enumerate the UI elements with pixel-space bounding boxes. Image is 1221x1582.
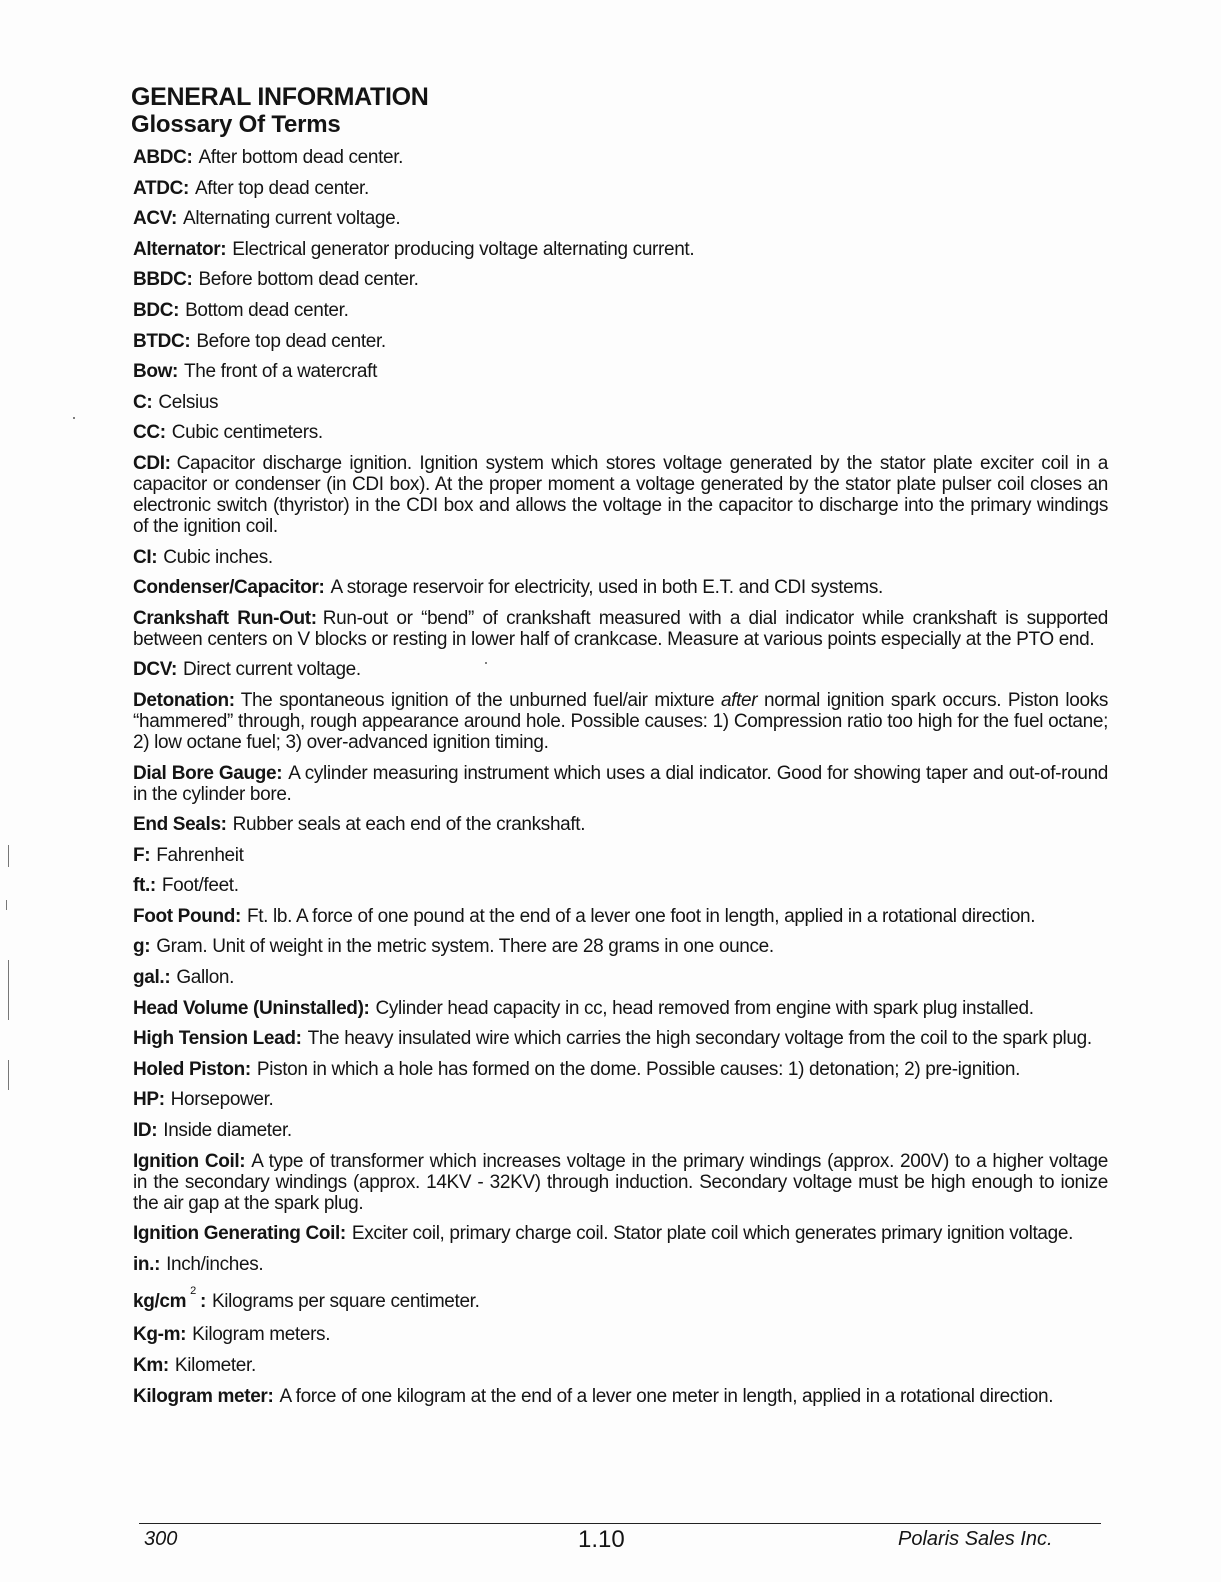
glossary-entry (133, 1059, 1108, 1080)
glossary-term: ft.: (133, 875, 156, 897)
glossary-entry (133, 936, 1108, 957)
glossary-entry (133, 608, 1108, 650)
glossary-definition: Ft. lb. A force of one pound at the end of a lever one foot in length, applied in a rotational direction. (247, 905, 1036, 927)
glossary-term: Detonation: (133, 689, 235, 711)
glossary-entry (133, 998, 1108, 1019)
glossary-term: BTDC: (133, 330, 191, 352)
glossary-definition: Rubber seals at each end of the crankshaft. (232, 814, 586, 836)
glossary-definition: Direct current voltage. (183, 659, 361, 681)
glossary-definition-end: normal ignition spark occurs. Piston looks “hammered” through, rough appearance around hole. Possible causes: 1) Compression ratio too high for the fuel octane; 2) low octane fuel; 3) over-advanced ignition timing. (133, 689, 1108, 753)
glossary-term: Km: (133, 1355, 169, 1376)
glossary-definition: Horsepower. (170, 1089, 274, 1111)
glossary-entry (133, 178, 1108, 199)
scan-margin-mark (8, 845, 9, 867)
glossary-term: End Seals: (133, 814, 227, 836)
glossary-term: High Tension Lead: (133, 1028, 302, 1050)
glossary-term: ATDC: (133, 177, 189, 199)
glossary-term: Crankshaft Run-Out: (133, 607, 317, 629)
glossary-term: Ignition Coil: (133, 1150, 246, 1172)
glossary-entry (133, 1324, 1108, 1345)
glossary-entry (133, 1120, 1108, 1141)
glossary-entry (133, 845, 1108, 866)
glossary-entry (133, 1151, 1108, 1214)
glossary-entry (133, 392, 1108, 413)
glossary-term: gal.: (133, 967, 171, 989)
glossary-term: BBDC: (133, 269, 193, 291)
glossary-term: CI: (133, 546, 158, 568)
glossary-definition: Kilograms per square centimeter. (211, 1290, 480, 1312)
glossary-entry (133, 967, 1108, 988)
glossary-entry (133, 453, 1108, 537)
glossary-term: F: (133, 844, 151, 866)
glossary-term: in.: (133, 1253, 161, 1275)
glossary-entry (133, 422, 1108, 443)
glossary-definition: Electrical generator producing voltage alternating current. (232, 238, 695, 260)
glossary-entry (133, 239, 1108, 260)
footer-publisher: Polaris Sales Inc. (898, 1528, 1053, 1550)
glossary-definition: The heavy insulated wire which carries the high secondary voltage from the coil to the spark plug. (307, 1028, 1092, 1050)
glossary-definition: Capacitor discharge ignition. Ignition system which stores voltage generated by the stator plate exciter coil in a capacitor or condenser (in CDI box). At the proper moment a voltage generated by the stator plate pulser coil closes an electronic switch (thyristor) in the CDI box and allows the voltage in the capacitor to discharge into the primary windings of the ignition coil. (133, 452, 1108, 537)
glossary-entry (133, 1028, 1108, 1049)
glossary-definition: Inch/inches. (166, 1253, 264, 1275)
scan-margin-mark (8, 960, 9, 1020)
glossary-entry (133, 300, 1108, 321)
glossary-term: C: (133, 391, 153, 413)
glossary-term: Foot Pound: (133, 905, 241, 927)
glossary-definition: A cylinder measuring instrument which uses a dial indicator. Good for showing taper and out-of-round in the cylinder bore. (133, 762, 1108, 805)
glossary-term: Ignition Generating Coil: (133, 1223, 346, 1245)
glossary-definition: Bottom dead center. (185, 299, 349, 321)
glossary-definition: A force of one kilogram at the end of a lever one meter in length, applied in a rotational direction. (279, 1385, 1054, 1407)
footer-rule (139, 1523, 1101, 1524)
glossary-definition: Alternating current voltage. (183, 208, 401, 230)
glossary-definition: A storage reservoir for electricity, used in both E.T. and CDI systems. (330, 577, 883, 599)
glossary-term: g: (133, 936, 151, 958)
glossary-entry (133, 1223, 1108, 1244)
glossary-definition: Before top dead center. (196, 330, 386, 352)
glossary-definition: After top dead center. (194, 177, 369, 199)
glossary-definition: Foot/feet. (161, 875, 239, 897)
section-title: GENERAL INFORMATION (131, 83, 429, 111)
scan-speck (73, 417, 75, 419)
glossary-entry (133, 906, 1108, 927)
glossary-definition: Celsius (158, 391, 219, 413)
glossary-definition: After bottom dead center. (198, 147, 404, 168)
glossary-entry (133, 269, 1108, 290)
scan-margin-mark (6, 900, 7, 910)
glossary-term: Condenser/Capacitor: (133, 577, 325, 599)
page-number: 1.10 (578, 1526, 625, 1553)
glossary-term: Kilogram meter: (133, 1385, 274, 1407)
glossary-entry (133, 331, 1108, 352)
superscript: 2 (190, 1284, 196, 1297)
glossary-entry (133, 875, 1108, 896)
glossary-term: DCV: (133, 659, 177, 681)
glossary-definition: Inside diameter. (163, 1120, 292, 1142)
glossary-entry (133, 814, 1108, 835)
glossary-entry (133, 1386, 1108, 1407)
footer-model: 300 (144, 1528, 178, 1550)
glossary-definition: Kilogram meters. (192, 1324, 331, 1346)
scan-speck (485, 662, 487, 664)
glossary-definition: Gram. Unit of weight in the metric system. There are 28 grams in one ounce. (156, 936, 774, 958)
glossary-term: Head Volume (Uninstalled): (133, 997, 370, 1019)
glossary-term: Dial Bore Gauge: (133, 762, 283, 784)
scan-margin-mark (8, 1060, 9, 1090)
glossary-term: ABDC: (133, 147, 193, 168)
glossary-entry (133, 547, 1108, 568)
glossary-term: ACV: (133, 208, 177, 230)
glossary-term: Holed Piston: (133, 1058, 251, 1080)
glossary-definition: Cubic centimeters. (171, 422, 323, 444)
glossary-entry (133, 1355, 1108, 1376)
glossary-entry (133, 1284, 1108, 1315)
glossary-definition: Fahrenheit (156, 844, 244, 866)
glossary-definition: Gallon. (176, 967, 235, 989)
glossary-term: kg/cm (133, 1290, 187, 1312)
glossary-entry (133, 577, 1108, 598)
glossary-entry (133, 1089, 1108, 1110)
glossary-entry (133, 361, 1108, 382)
glossary-subtitle: Glossary Of Terms (131, 111, 341, 138)
glossary-term: Alternator: (133, 238, 227, 260)
glossary-term: Kg-m: (133, 1324, 187, 1346)
glossary-term: CC: (133, 422, 166, 444)
glossary-definition-start: The spontaneous ignition of the unburned fuel/air mixture (240, 689, 715, 711)
glossary-entry (133, 690, 1108, 753)
glossary-definition: Kilometer. (174, 1355, 256, 1376)
glossary-definition: Before bottom dead center. (198, 269, 419, 291)
glossary-definition: Cubic inches. (163, 546, 273, 568)
glossary-list (133, 147, 1108, 1416)
glossary-term: CDI: (133, 452, 171, 474)
glossary-definition-emphasis: after (720, 689, 758, 711)
glossary-definition: The front of a watercraft (184, 361, 377, 383)
glossary-term: ID: (133, 1120, 158, 1142)
glossary-term-suffix: : (199, 1290, 206, 1312)
glossary-term: Bow: (133, 361, 179, 383)
glossary-entry (133, 208, 1108, 229)
glossary-term: BDC: (133, 299, 180, 321)
glossary-definition: Exciter coil, primary charge coil. Stator plate coil which generates primary ignition voltage. (351, 1223, 1074, 1245)
glossary-entry (133, 147, 1108, 168)
glossary-definition: Piston in which a hole has formed on the dome. Possible causes: 1) detonation; 2) pre-ignition. (256, 1058, 1021, 1080)
glossary-entry (133, 1254, 1108, 1275)
glossary-entry (133, 659, 1108, 680)
glossary-definition: A type of transformer which increases voltage in the primary windings (approx. 200V) to a higher voltage in the secondary windings (approx. 14KV - 32KV) through induction. Secondary voltage must be high enough to ionize the air gap at the spark plug. (133, 1150, 1108, 1214)
glossary-entry (133, 763, 1108, 805)
glossary-definition: Cylinder head capacity in cc, head removed from engine with spark plug installed. (375, 997, 1034, 1019)
glossary-definition: Run-out or “bend” of crankshaft measured with a dial indicator while crankshaft is supported between centers on V blocks or resting in lower half of crankcase. Measure at various points especially at the PTO end. (133, 607, 1109, 650)
glossary-term: HP: (133, 1089, 165, 1111)
